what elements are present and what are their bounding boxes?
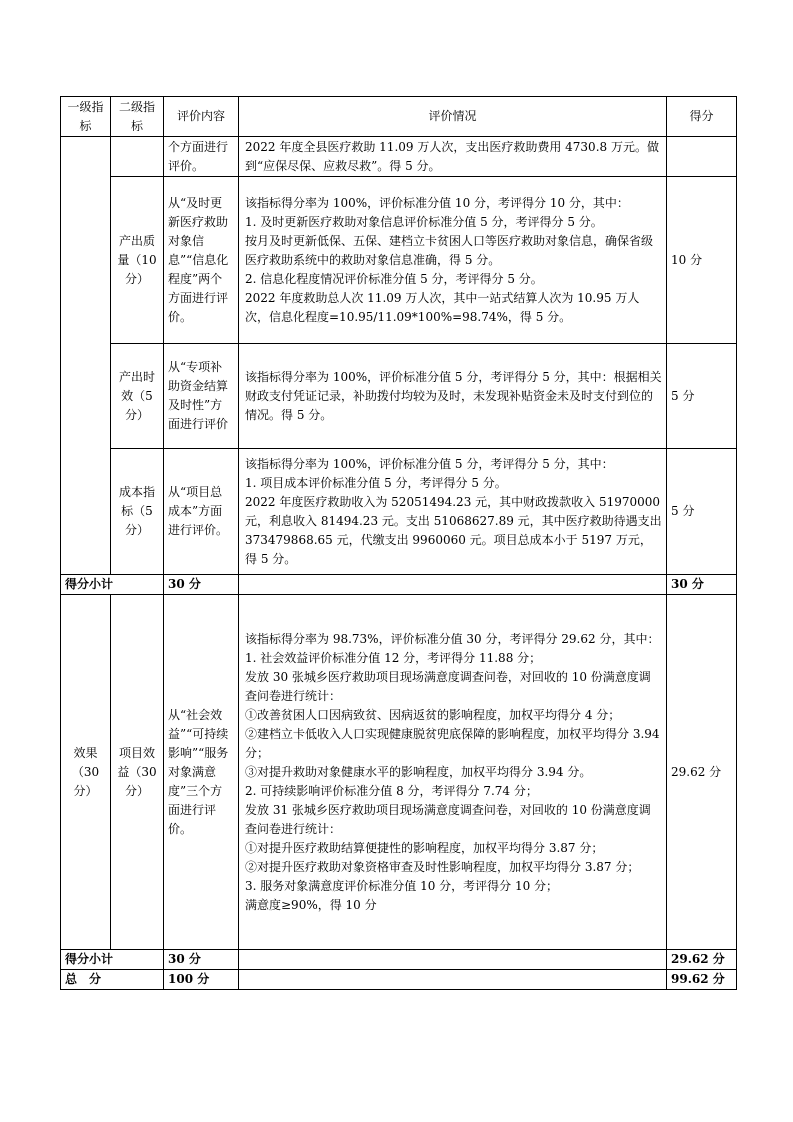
first-level-cell: 效果（30分） [61,595,111,950]
second-level-cell [111,137,164,177]
evaluation-table [60,96,737,990]
subtotal-label: 得分小计 [61,575,164,595]
evaluation-line: ②对提升医疗救助对象资格审查及时性影响程度，加权平均得分 3.87 分； [245,859,640,874]
content-cell: 个方面进行评价。 [164,137,239,177]
evaluation-cell [239,344,667,449]
table-row [61,177,737,344]
evaluation-line: 发放 31 张城乡医疗救助项目现场满意度调查问卷，对回收的 10 份满意度调查问卷进行统计： [245,802,651,836]
evaluation-cell [239,177,667,344]
evaluation-cell [239,595,667,950]
subtotal-row [61,575,737,595]
evaluation-line: 满意度≥90%，得 10 分 [245,897,377,912]
evaluation-cell [239,137,667,177]
evaluation-line: 2022 年度救助总人次 11.09 万人次，其中一站式结算人次为 10.95 万人次，信息化程度=10.95/11.09*100%=98.74%，得 5 分。 [245,290,640,324]
subtotal-label: 得分小计 [61,950,164,970]
header-evaluation: 评价情况 [239,97,667,137]
evaluation-line: 1. 社会效益评价标准分值 12 分，考评得分 11.88 分； [245,650,542,665]
evaluation-line: ①对提升医疗救助结算便捷性的影响程度，加权平均得分 3.87 分； [245,840,604,855]
total-label: 总 分 [61,970,164,990]
evaluation-line: 2. 可持续影响评价标准分值 8 分，考评得分 7.74 分； [245,783,538,798]
header-second-level: 二级指标 [111,97,164,137]
score-cell: 5 分 [667,344,737,449]
evaluation-line: 该指标得分率为 100%，评价标准分值 5 分，考评得分 5 分，其中：根据相关财政支付凭证记录，补助拨付均较为及时，未发现补贴资金未及时支付到位的情况。得 5 分。 [245,369,662,422]
header-score: 得分 [667,97,737,137]
score-cell: 29.62 分 [667,595,737,950]
table-row [61,137,737,177]
evaluation-line: 2022 年度全县医疗救助 11.09 万人次，支出医疗救助费用 4730.8 万元。做到“应保尽保、应救尽救”。得 5 分。 [245,139,659,173]
subtotal-evaluation [239,950,667,970]
score-cell: 10 分 [667,177,737,344]
subtotal-points: 30 分 [164,950,239,970]
evaluation-line: 发放 30 张城乡医疗救助项目现场满意度调查问卷，对回收的 10 份满意度调查问卷进行统计： [245,669,651,703]
evaluation-line: 2022 年度医疗救助收入为 52051494.23 元，其中财政拨款收入 51970000 元，利息收入 81494.23 元。支出 51068627.89 元，其中医疗救助待遇支出 373479868.65 元，代缴支出 9960060 元。项目总成本小于 5197 万元，得 5 分。 [245,494,662,566]
evaluation-line: 3. 服务对象满意度评价标准分值 10 分，考评得分 10 分； [245,878,559,893]
evaluation-line: 2. 信息化程度情况评价标准分值 5 分，考评得分 5 分。 [245,271,543,286]
evaluation-line: 按月及时更新低保、五保、建档立卡贫困人口等医疗救助对象信息，确保省级医疗救助系统中的救助对象信息准确，得 5 分。 [245,233,654,267]
score-cell: 5 分 [667,449,737,575]
content-cell: 从“专项补助资金结算及时性”方面进行评价 [164,344,239,449]
header-content: 评价内容 [164,97,239,137]
evaluation-line: ②建档立卡低收入人口实现健康脱贫兜底保障的影响程度，加权平均得分 3.94 分； [245,726,660,760]
table-row [61,449,737,575]
evaluation-line: ③对提升救助对象健康水平的影响程度，加权平均得分 3.94 分。 [245,764,592,779]
content-cell: 从“社会效益”“可持续影响”“服务对象满意度”三个方面进行评价。 [164,595,239,950]
evaluation-line: 1. 项目成本评价标准分值 5 分，考评得分 5 分。 [245,475,507,490]
total-score: 99.62 分 [667,970,737,990]
header-row [61,97,737,137]
evaluation-line: 该指标得分率为 98.73%，评价标准分值 30 分，考评得分 29.62 分，其中： [245,631,660,646]
subtotal-score: 30 分 [667,575,737,595]
evaluation-line: 该指标得分率为 100%，评价标准分值 10 分，考评得分 10 分，其中： [245,195,629,210]
table-row [61,595,737,950]
table-row [61,344,737,449]
total-row [61,970,737,990]
content-cell: 从“项目总成本”方面进行评价。 [164,449,239,575]
second-level-cell: 产出质量（10分） [111,177,164,344]
subtotal-evaluation [239,575,667,595]
content-cell: 从“及时更新医疗救助对象信息”“信息化程度”两个方面进行评价。 [164,177,239,344]
evaluation-line: 1. 及时更新医疗救助对象信息评价标准分值 5 分，考评得分 5 分。 [245,214,603,229]
second-level-cell: 成本指标（5分） [111,449,164,575]
subtotal-points: 30 分 [164,575,239,595]
total-evaluation [239,970,667,990]
evaluation-line: ①改善贫困人口因病致贫、因病返贫的影响程度，加权平均得分 4 分； [245,707,621,722]
subtotal-score: 29.62 分 [667,950,737,970]
evaluation-cell [239,449,667,575]
second-level-cell: 项目效益（30分） [111,595,164,950]
header-first-level: 一级指标 [61,97,111,137]
evaluation-page [60,96,736,990]
subtotal-row [61,950,737,970]
second-level-cell: 产出时效（5分） [111,344,164,449]
score-cell [667,137,737,177]
total-points: 100 分 [164,970,239,990]
first-level-cell [61,137,111,575]
evaluation-line: 该指标得分率为 100%，评价标准分值 5 分，考评得分 5 分，其中： [245,456,614,471]
